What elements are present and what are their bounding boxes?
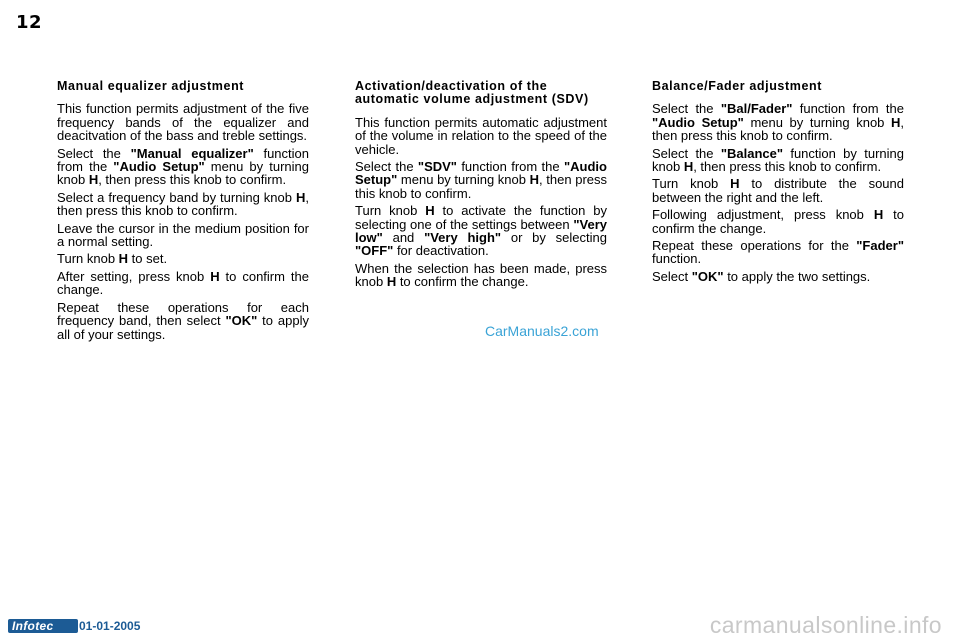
bold-term: "Very low" xyxy=(355,216,607,246)
section-heading: Manual equalizer adjustment xyxy=(57,79,245,93)
footer-date: 01-01-2005 xyxy=(79,619,141,633)
paragraph xyxy=(652,102,904,142)
paragraph xyxy=(355,262,607,289)
paragraph xyxy=(652,270,904,283)
column-sdv xyxy=(355,80,607,293)
text-run: Select the xyxy=(652,145,721,161)
bold-term: H xyxy=(118,251,129,267)
bold-term: H xyxy=(683,159,694,175)
paragraph xyxy=(57,252,309,265)
infotec-logo xyxy=(8,619,78,633)
section-body xyxy=(652,102,904,283)
bold-term: "Bal/Fader" xyxy=(720,101,793,117)
text-run: function from the xyxy=(792,101,904,117)
text-run: Turn knob xyxy=(355,203,426,219)
text-run: menu by turning knob xyxy=(743,114,891,130)
text-run: for deactivation. xyxy=(393,243,489,259)
text-run: to confirm the change. xyxy=(396,274,529,290)
bold-term: "Audio Setup" xyxy=(113,159,205,175)
paragraph xyxy=(57,147,309,187)
text-run: Turn knob xyxy=(57,251,119,267)
logo-text: Infotec xyxy=(12,619,54,633)
text-run: This function permits automatic adjustment of the volume in relation to the speed of the vehicle. xyxy=(355,114,607,157)
bold-term: H xyxy=(386,274,397,290)
bold-term: "SDV" xyxy=(417,159,457,175)
bold-term: H xyxy=(295,189,306,205)
section-body xyxy=(57,102,309,341)
bold-term: H xyxy=(210,268,220,284)
text-run: , then press this knob to confirm. xyxy=(98,172,287,188)
text-run: Select xyxy=(652,268,692,284)
paragraph xyxy=(652,177,904,204)
paragraph xyxy=(57,191,309,218)
paragraph xyxy=(57,270,309,297)
footer-site-watermark: carmanualsonline.info xyxy=(709,612,942,638)
text-run: to confirm the change. xyxy=(652,207,904,236)
text-run: menu by turning knob xyxy=(57,159,309,188)
paragraph xyxy=(57,301,309,341)
paragraph xyxy=(355,204,607,258)
bold-term: "Audio Setup" xyxy=(355,159,607,188)
text-run: Following adjustment, press knob xyxy=(652,207,874,223)
page-number: 12 xyxy=(16,12,43,33)
text-run: Select the xyxy=(652,101,721,117)
bold-term: H xyxy=(529,172,540,188)
bold-term: H xyxy=(891,114,901,130)
paragraph xyxy=(652,239,904,266)
text-run: , then press this knob to confirm. xyxy=(693,159,882,175)
bold-term: "Fader" xyxy=(856,238,904,254)
text-run: function by turning knob xyxy=(652,145,904,175)
column-manual-equalizer xyxy=(57,80,309,345)
paragraph xyxy=(355,160,607,200)
text-run: menu by turning knob xyxy=(397,172,530,188)
watermark: CarManuals2.com xyxy=(485,323,599,339)
text-run: Select the xyxy=(57,145,131,161)
section-heading: Activation/deactivation of the automatic volume adjustment (SDV) xyxy=(355,79,589,107)
text-run: Turn knob xyxy=(652,176,731,192)
section-heading: Balance/Fader adjustment xyxy=(652,79,823,93)
paragraph xyxy=(355,116,607,156)
text-run: When the selection has been made, press knob xyxy=(355,260,607,290)
bold-term: H xyxy=(425,203,435,219)
text-run: Select a frequency band by turning knob xyxy=(57,189,296,205)
bold-term: "Audio Setup" xyxy=(652,114,744,130)
column-balance-fader xyxy=(652,80,904,287)
bold-term: "OFF" xyxy=(355,243,394,259)
bold-term: "Very high" xyxy=(424,230,502,246)
paragraph xyxy=(57,222,309,249)
paragraph xyxy=(652,147,904,174)
text-run: function from the xyxy=(456,159,564,175)
text-run: Repeat these operations for the xyxy=(652,238,857,254)
bold-term: "Manual equalizer" xyxy=(130,145,254,161)
paragraph xyxy=(57,102,309,142)
text-run: to apply the two settings. xyxy=(723,268,871,284)
section-body xyxy=(355,116,607,289)
text-run: to apply all of your settings. xyxy=(57,313,309,342)
bold-term: H xyxy=(88,172,99,188)
text-run: After setting, press knob xyxy=(57,268,211,284)
text-run: function from the xyxy=(57,145,309,175)
text-run: , then press this knob to confirm. xyxy=(652,114,905,144)
text-run: Repeat these operations for each frequency band, then select xyxy=(57,299,309,329)
text-run: or by selecting xyxy=(501,230,607,246)
text-run: function. xyxy=(652,251,702,267)
text-run: This function permits adjustment of the five frequency bands of the equalizer and deacitvation of the bass and treble settings. xyxy=(57,101,309,144)
text-run: to set. xyxy=(128,251,168,267)
text-run: to distribute the sound between the right and the left. xyxy=(652,176,904,205)
bold-term: "OK" xyxy=(225,313,258,329)
text-run: Leave the cursor in the medium position for a normal setting. xyxy=(57,220,309,250)
bold-term: "OK" xyxy=(691,268,724,284)
bold-term: H xyxy=(873,207,884,223)
bold-term: "Balance" xyxy=(720,145,784,161)
text-run: and xyxy=(382,230,425,246)
text-run: to confirm the change. xyxy=(57,268,309,298)
paragraph xyxy=(652,208,904,235)
text-run: Select the xyxy=(355,159,418,175)
bold-term: H xyxy=(730,176,740,192)
text-run: to activate the function by selecting one of the settings between xyxy=(355,203,607,232)
text-run: , then press this knob to confirm. xyxy=(355,172,607,201)
text-run: , then press this knob to confirm. xyxy=(57,189,309,219)
